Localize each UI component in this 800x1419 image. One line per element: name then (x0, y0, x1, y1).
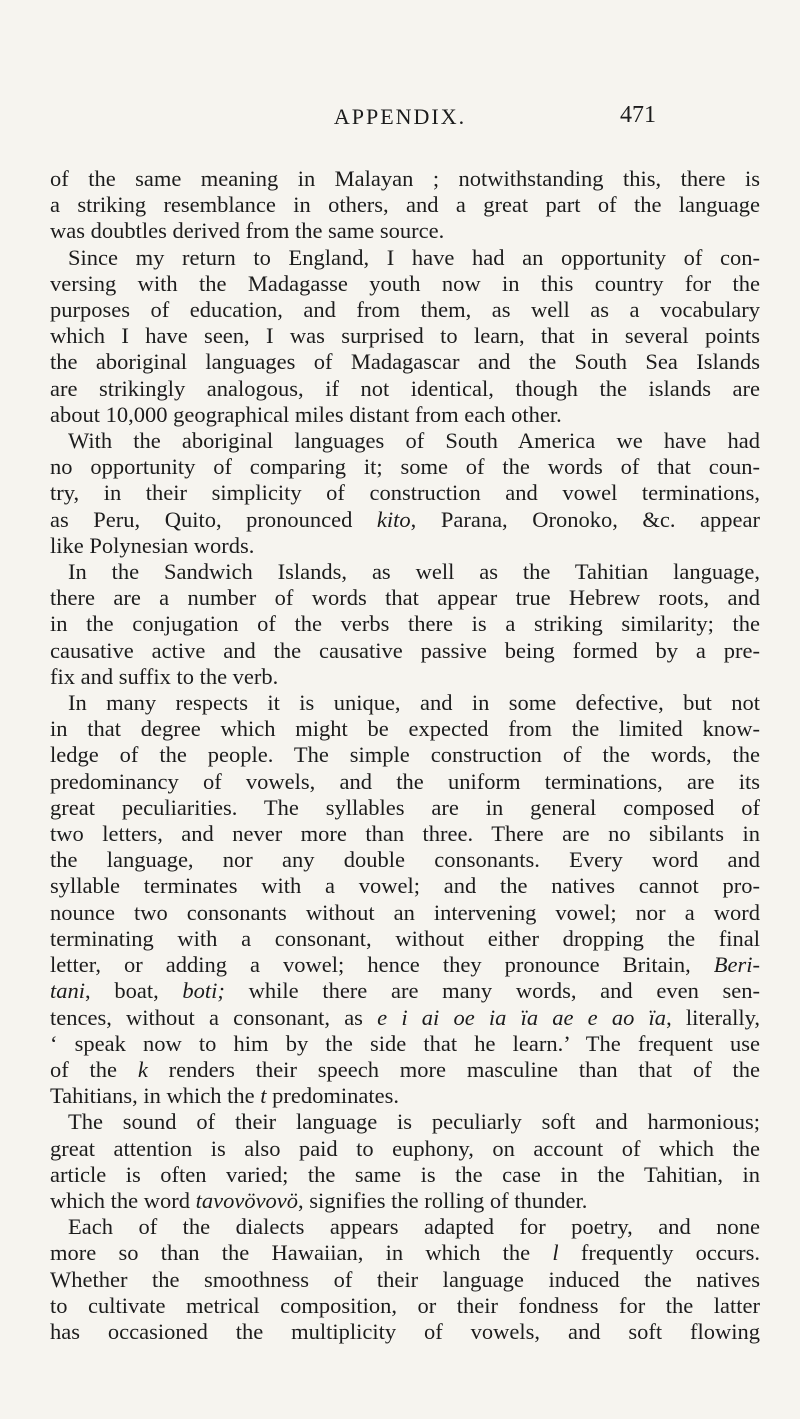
text-line: The sound of their language is peculiarly soft and harmonious; (68, 1109, 760, 1135)
text-line (50, 1083, 760, 1109)
text-line: purposes of education, and from them, as well as a vocabulary (50, 297, 760, 323)
text-line: article is often varied; the same is the case in the Tahitian, in (50, 1161, 760, 1187)
text-line: ‘ speak now to him by the side that he learn.’ The frequent use (50, 1030, 760, 1056)
text-segment: , literally, (666, 1004, 761, 1030)
italic-letter: k (137, 1056, 148, 1082)
text-segment: renders their speech more masculine than that of the (168, 1056, 760, 1082)
text-line (50, 1240, 760, 1266)
italic-word: tavovövovö (195, 1187, 299, 1213)
text-segment: Tahitians, in which the (50, 1083, 255, 1109)
text-segment: , Parana, Oronoko, &c. appear (410, 506, 761, 532)
text-segment: tences, without a consonant, as (50, 1004, 363, 1030)
text-line: in that degree which might be expected from the limited know- (50, 716, 760, 742)
text-line: great peculiarities. The syllables are in general composed of (50, 794, 760, 820)
text-line: Whether the smoothness of their language induced the natives (50, 1266, 760, 1292)
text-line: about 10,000 geographical miles distant from each other. (50, 401, 562, 427)
italic-word: tani (50, 978, 86, 1004)
text-line: try, in their simplicity of construction and vowel terminations, (50, 480, 760, 506)
text-line: like Polynesian words. (50, 532, 255, 558)
text-segment: as Peru, Quito, pronounced (50, 506, 353, 532)
text-segment: predominates. (272, 1083, 399, 1109)
text-line: ledge of the people. The simple construction of the words, the (50, 742, 760, 768)
text-segment: , boat, (85, 978, 159, 1004)
text-line (50, 952, 760, 978)
text-line (50, 1005, 760, 1031)
text-line: to cultivate metrical composition, or their fondness for the latter (50, 1292, 760, 1318)
text-line: which I have seen, I was surprised to learn, that in several points (50, 323, 760, 349)
text-line: In the Sandwich Islands, as well as the Tahitian language, (68, 559, 760, 585)
text-line: nounce two consonants without an intervening vowel; nor a word (50, 899, 760, 925)
text-segment: which the word (50, 1187, 190, 1213)
text-line: Since my return to England, I have had an opportunity of con- (68, 244, 760, 270)
text-line: in the conjugation of the verbs there is a striking similarity; the (50, 611, 760, 637)
italic-letter: t (260, 1083, 267, 1109)
text-line: great attention is also paid to euphony, on account of which the (50, 1135, 760, 1161)
text-line: has occasioned the multiplicity of vowels, and soft flowing (50, 1318, 760, 1344)
text-line: In many respects it is unique, and in some defective, but not (68, 690, 760, 716)
page-header (0, 100, 800, 140)
text-line: terminating with a consonant, without either dropping the final (50, 925, 760, 951)
italic-word: Beri- (713, 952, 760, 978)
text-line: of the same meaning in Malayan ; notwithstanding this, there is (50, 166, 760, 191)
italic-phrase: e i ai oe ia ïa ae e ao ïa (377, 1004, 667, 1030)
text-line (50, 1057, 760, 1083)
text-segment: more so than the Hawaiian, in which the (50, 1240, 531, 1266)
italic-word: boti; (182, 978, 225, 1004)
text-line: a striking resemblance in others, and a great part of the language (50, 192, 760, 218)
body-text (50, 166, 760, 1345)
text-line: no opportunity of comparing it; some of the words of that coun- (50, 454, 760, 480)
text-segment: frequently occurs. (580, 1240, 760, 1266)
text-line: syllable terminates with a vowel; and the natives cannot pro- (50, 873, 760, 899)
text-line (50, 978, 760, 1004)
text-line: causative active and the causative passive being formed by a pre- (50, 637, 760, 663)
text-line: two letters, and never more than three. There are no sibilants in (50, 821, 760, 847)
page-number: 471 (620, 102, 656, 128)
text-segment: of the (50, 1056, 118, 1082)
text-line: versing with the Madagasse youth now in this country for the (50, 270, 760, 296)
text-line: fix and suffix to the verb. (50, 663, 279, 689)
text-segment: , signifies the rolling of thunder. (298, 1187, 588, 1213)
text-line: predominancy of vowels, and the uniform terminations, are its (50, 768, 760, 794)
text-line: With the aboriginal languages of South America we have had (68, 428, 760, 454)
running-head: APPENDIX. (333, 104, 467, 129)
text-line: Each of the dialects appears adapted for poetry, and none (68, 1214, 760, 1240)
text-segment: letter, or adding a vowel; hence they pronounce Britain, (50, 952, 691, 978)
text-segment: while there are many words, and even sen- (248, 978, 761, 1004)
italic-letter: l (552, 1240, 559, 1266)
text-line (50, 1188, 760, 1214)
italic-word: kito (376, 506, 411, 532)
text-line (50, 507, 760, 533)
text-line: was doubtles derived from the same source. (50, 218, 445, 244)
text-line: the aboriginal languages of Madagascar and the South Sea Islands (50, 349, 760, 375)
text-line: there are a number of words that appear true Hebrew roots, and (50, 585, 760, 611)
text-line: the language, nor any double consonants. Every word and (50, 847, 760, 873)
text-line: are strikingly analogous, if not identical, though the islands are (50, 375, 760, 401)
